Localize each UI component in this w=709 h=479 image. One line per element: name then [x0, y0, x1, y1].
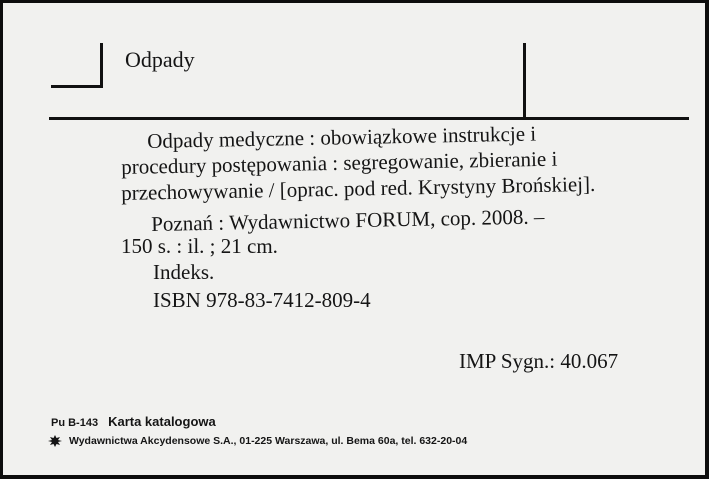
corner-mark-horizontal	[51, 85, 103, 88]
catalog-card	[3, 3, 705, 475]
entry-title-line-2: procedury postępowania : segregowanie, zbieranie i	[120, 146, 558, 179]
entry-note: Indeks.	[153, 260, 215, 284]
entry-isbn: ISBN 978-83-7412-809-4	[153, 288, 371, 312]
corner-mark-vertical	[100, 43, 103, 88]
printer-logo-icon	[47, 434, 63, 448]
vertical-rule	[523, 43, 526, 119]
entry-physical-description: 150 s. : il. ; 21 cm.	[121, 234, 278, 258]
printer-line: Wydawnictwa Akcydensowe S.A., 01-225 Warszawa, ul. Bema 60a, tel. 632-20-04	[69, 435, 468, 447]
printer-imprint	[47, 434, 467, 448]
entry-title-line-1: Odpady medyczne : obowiązkowe instrukcje i	[146, 121, 537, 153]
subject-heading: Odpady	[125, 47, 195, 72]
form-title: Karta katalogowa	[108, 414, 216, 429]
form-code: Pu B-143	[51, 417, 99, 429]
horizontal-rule	[49, 117, 689, 120]
entry-publication: Poznań : Wydawnictwo FORUM, cop. 2008. –	[150, 204, 545, 236]
form-label	[51, 413, 216, 431]
entry-title-line-3: przechowywanie / [oprac. pod red. Krystyny Brońskiej].	[120, 171, 596, 205]
call-number: IMP Sygn.: 40.067	[459, 349, 619, 373]
